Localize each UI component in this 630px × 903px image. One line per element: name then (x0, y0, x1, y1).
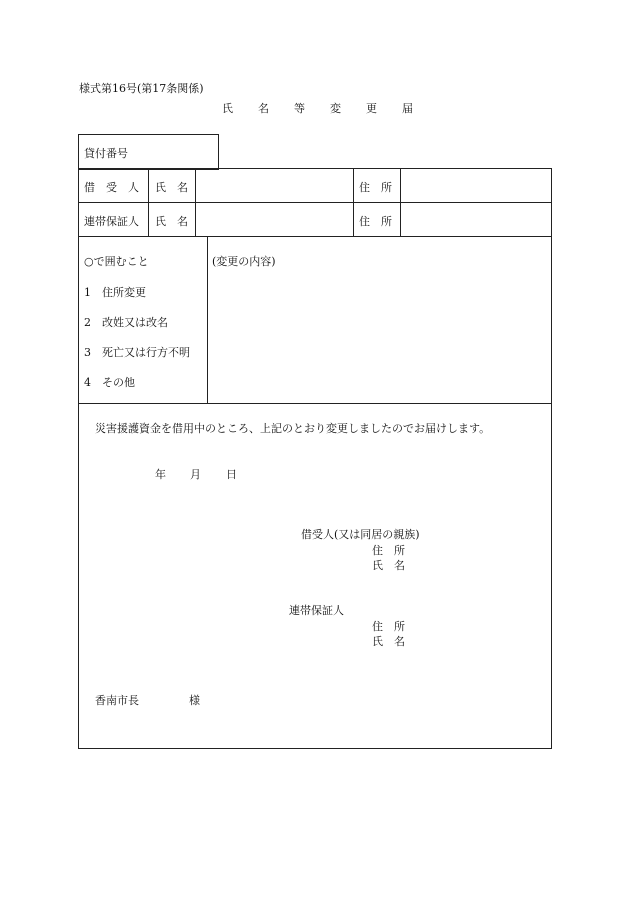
borrower-signature-name: 氏 名 (372, 559, 405, 572)
loan-number-field[interactable] (150, 138, 214, 166)
change-content-label: (変更の内容) (212, 255, 276, 268)
borrower-signature-address: 住 所 (372, 544, 405, 557)
date-day: 日 (226, 468, 237, 481)
option-item[interactable]: 1 住所変更 (84, 286, 146, 299)
option-item[interactable]: 2 改姓又は改名 (84, 316, 168, 329)
date-year: 年 (155, 468, 166, 481)
column-divider (207, 236, 208, 403)
loan-number-label: 貸付番号 (84, 147, 128, 160)
honorific: 様 (189, 694, 200, 707)
guarantor-signature-address: 住 所 (372, 620, 405, 633)
title-char: 氏 (222, 102, 233, 115)
guarantor-signature-name: 氏 名 (372, 635, 405, 648)
form-title (222, 100, 438, 116)
guarantor-name-field[interactable] (198, 205, 350, 233)
column-divider (353, 168, 354, 236)
guarantor-signature-heading: 連帯保証人 (289, 604, 344, 617)
title-char: 届 (402, 102, 413, 115)
guarantor-address-field[interactable] (403, 205, 548, 233)
row-divider (78, 202, 552, 203)
addressee: 香南市長 (95, 694, 139, 707)
column-divider (148, 168, 149, 236)
borrower-name-field[interactable] (198, 171, 350, 199)
title-char: 名 (258, 102, 269, 115)
row-divider (78, 403, 552, 404)
form-number: 様式第16号(第17条関係) (79, 82, 204, 95)
borrower-label: 借 受 人 (84, 181, 139, 194)
borrower-address-label: 住 所 (359, 181, 392, 194)
guarantor-name-label: 氏 名 (155, 215, 188, 228)
borrower-name-label: 氏 名 (155, 181, 188, 194)
guarantor-address-label: 住 所 (359, 215, 392, 228)
title-char: 更 (366, 102, 377, 115)
row-divider (78, 236, 552, 237)
guarantor-label: 連帯保証人 (84, 215, 139, 228)
statement-text: 災害援護資金を借用中のところ、上記のとおり変更しましたのでお届けします。 (95, 422, 491, 435)
change-content-field[interactable] (212, 272, 548, 398)
circle-instruction: ○で囲むこと (84, 255, 149, 268)
option-item[interactable]: 4 その他 (84, 376, 135, 389)
borrower-address-field[interactable] (403, 171, 548, 199)
borrower-signature-heading: 借受人(又は同居の親族) (301, 528, 420, 541)
title-char: 等 (294, 102, 305, 115)
column-divider (195, 168, 196, 236)
title-char: 変 (330, 102, 341, 115)
date-month: 月 (190, 468, 201, 481)
column-divider (400, 168, 401, 236)
option-item[interactable]: 3 死亡又は行方不明 (84, 346, 190, 359)
form-table (78, 168, 552, 749)
